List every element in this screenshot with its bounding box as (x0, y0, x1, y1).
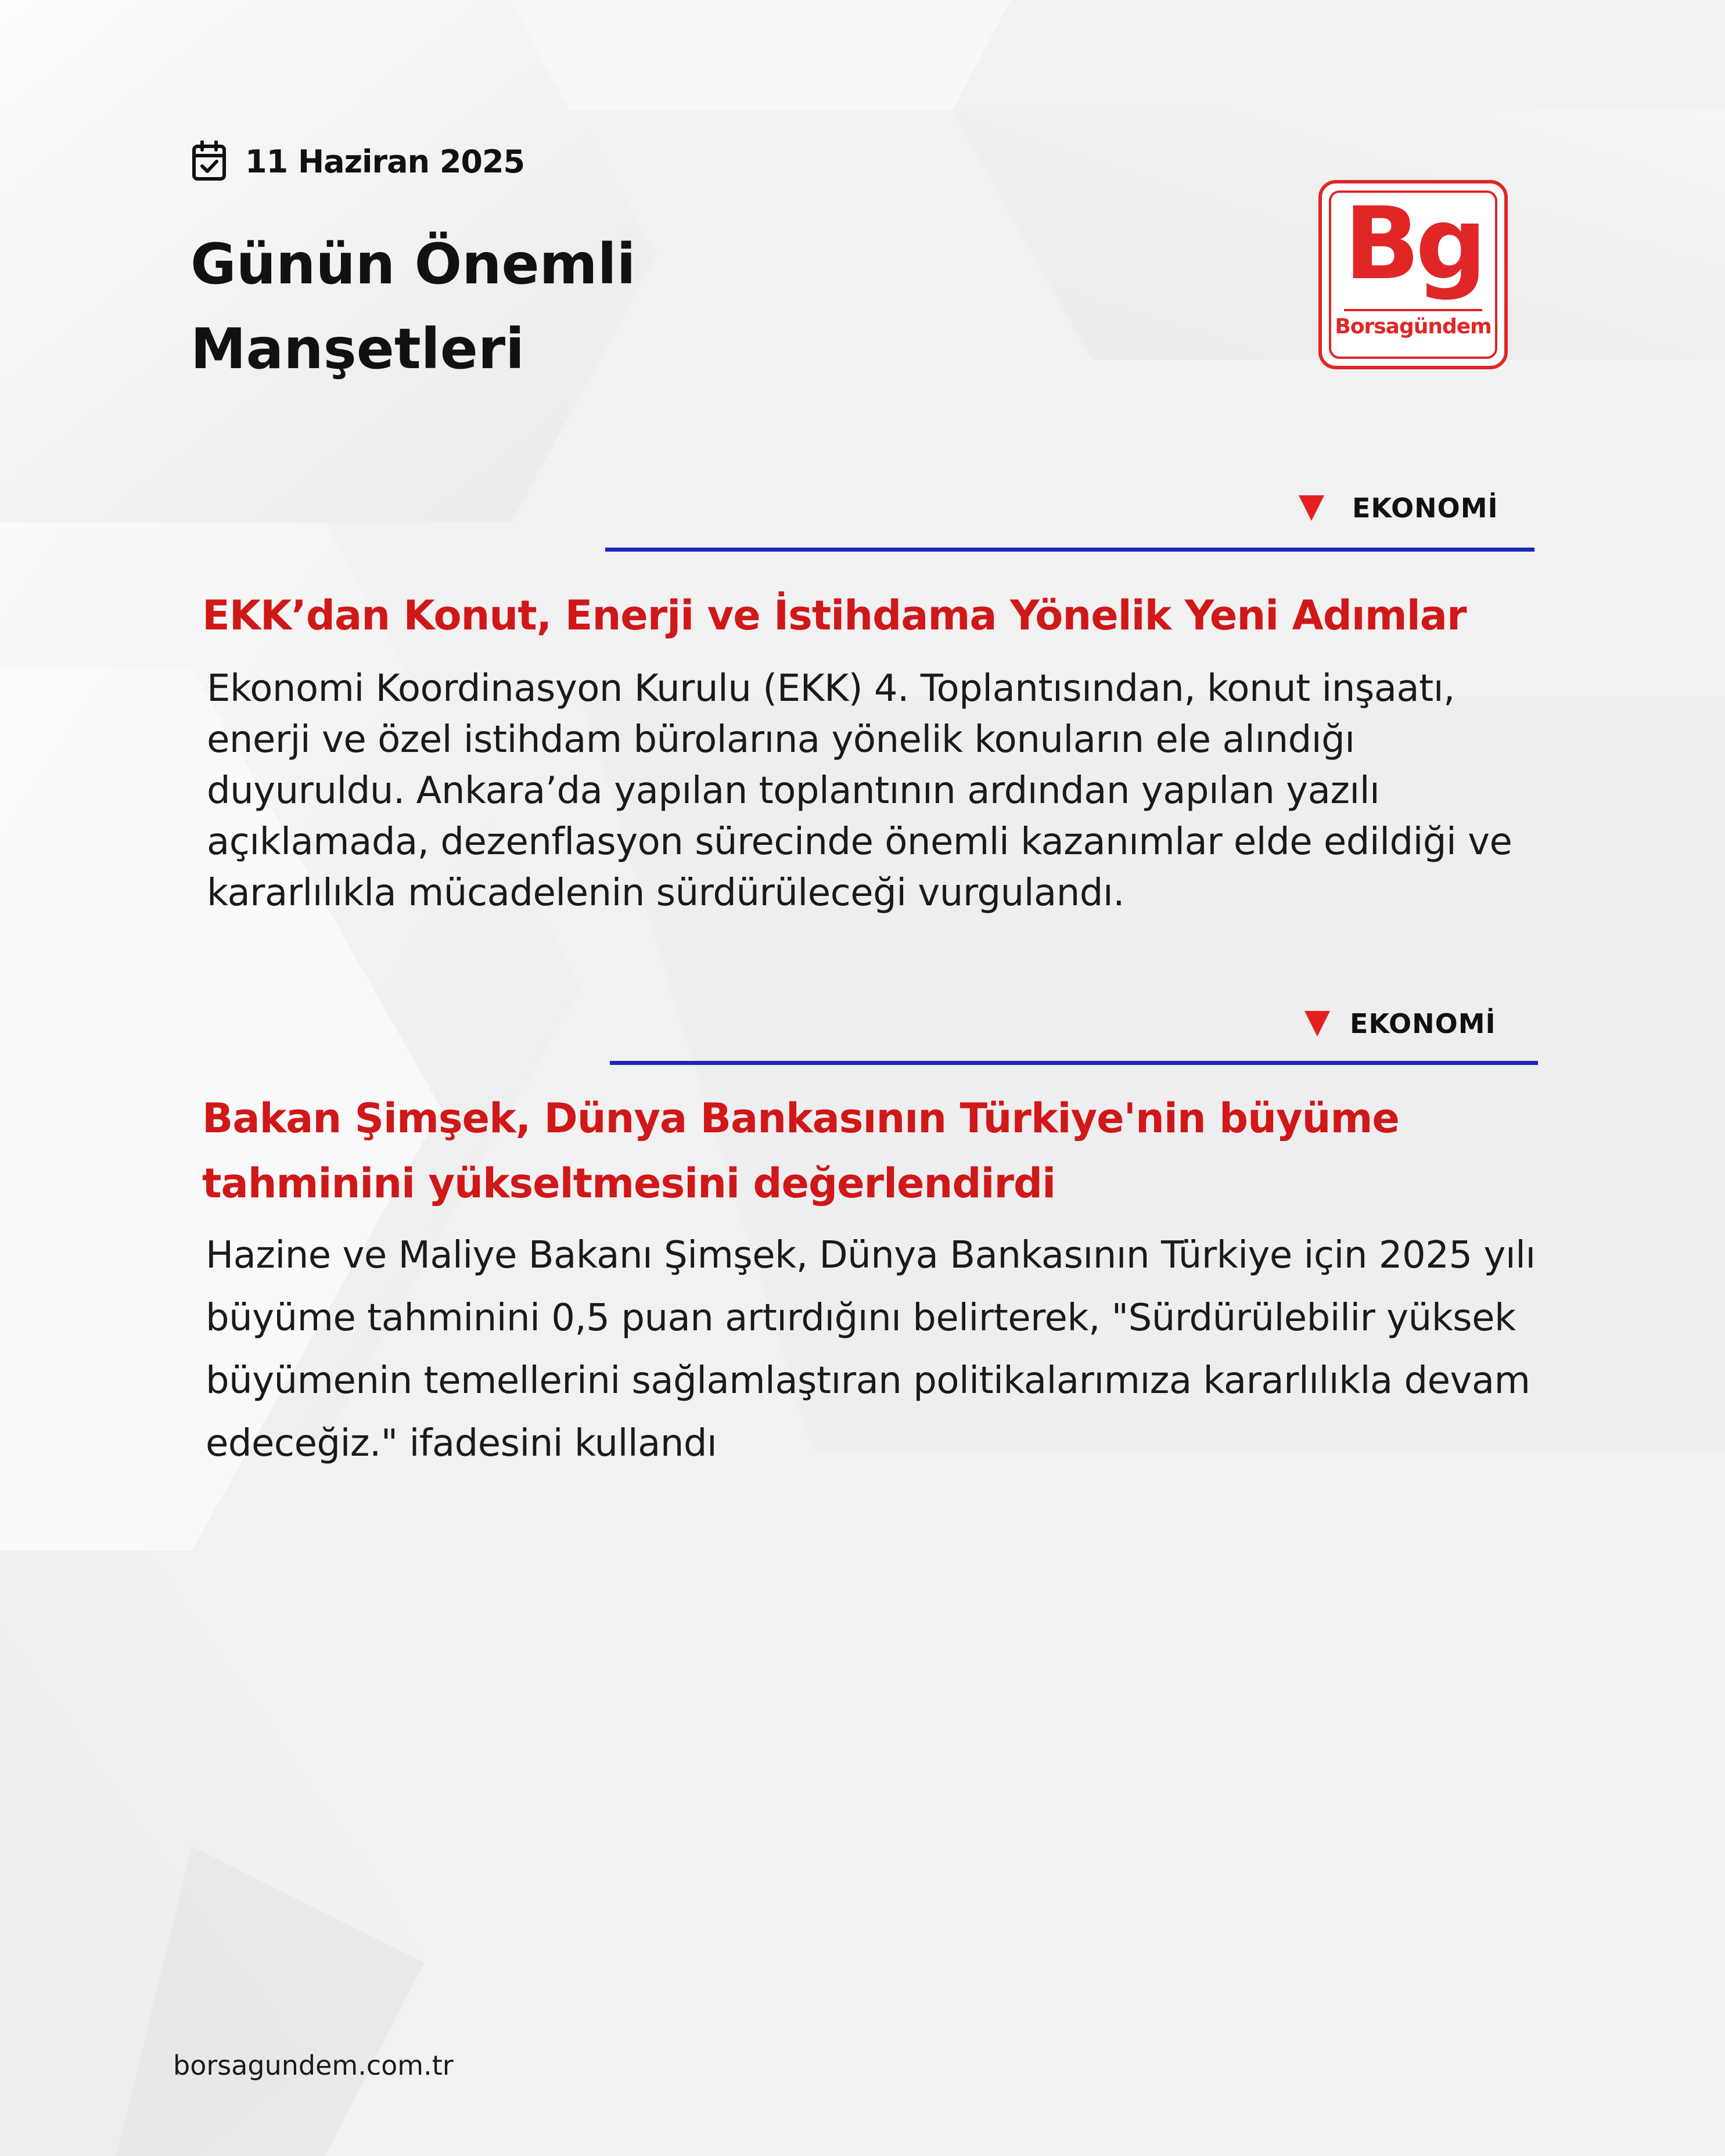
category-label: EKONOMİ (1350, 1008, 1496, 1039)
article-1-category[interactable] (1299, 492, 1498, 524)
article-1-headline[interactable]: EKK’dan Konut, Enerji ve İstihdama Yönelik Yeni Adımlar (202, 592, 1467, 639)
triangle-down-icon (1299, 495, 1324, 521)
article-1-divider (605, 548, 1534, 552)
logo-mark: Bg (1343, 185, 1483, 302)
page-title: Günün Önemli Manşetleri (191, 232, 636, 381)
article-2-body: Hazine ve Maliye Bakanı Şimşek, Dünya Bankasının Türkiye için 2025 yılı büyüme tahminini 0,5 puan artırdığını belirterek, "Sürdürülebilir yüksek büyümenin temellerini sağlamlaştıran politikalarımıza kararlılıkla devam edeceğiz." ifadesini kullandı (206, 1234, 1536, 1465)
publish-date: 11 Haziran 2025 (245, 143, 525, 180)
calendar-check-icon (191, 141, 228, 182)
category-label: EKONOMİ (1352, 492, 1498, 524)
triangle-down-icon (1304, 1011, 1330, 1036)
brand-logo[interactable] (1318, 180, 1508, 369)
footer-website-link[interactable]: borsagundem.com.tr (173, 2050, 454, 2081)
article-2-category[interactable] (1304, 1008, 1496, 1039)
date-row (191, 138, 524, 185)
logo-wordmark: Borsagündem (1335, 315, 1492, 339)
article-2-divider (610, 1061, 1538, 1065)
article-2-headline[interactable]: Bakan Şimşek, Dünya Bankasının Türkiye'nin büyüme tahminini yükseltmesini değerlendirdi (202, 1095, 1399, 1207)
logo-divider (1344, 309, 1482, 311)
article-1-body: Ekonomi Koordinasyon Kurulu (EKK) 4. Toplantısından, konut inşaatı, enerji ve özel istihdam bürolarına yönelik konuların ele alındığı duyuruldu. Ankara’da yapılan toplantının ardından yapılan yazılı açıklamada, dezenflasyon sürecinde önemli kazanımlar elde edildiği ve kararlılıkla mücadelenin sürdürüleceği vurgulandı. (207, 667, 1512, 915)
